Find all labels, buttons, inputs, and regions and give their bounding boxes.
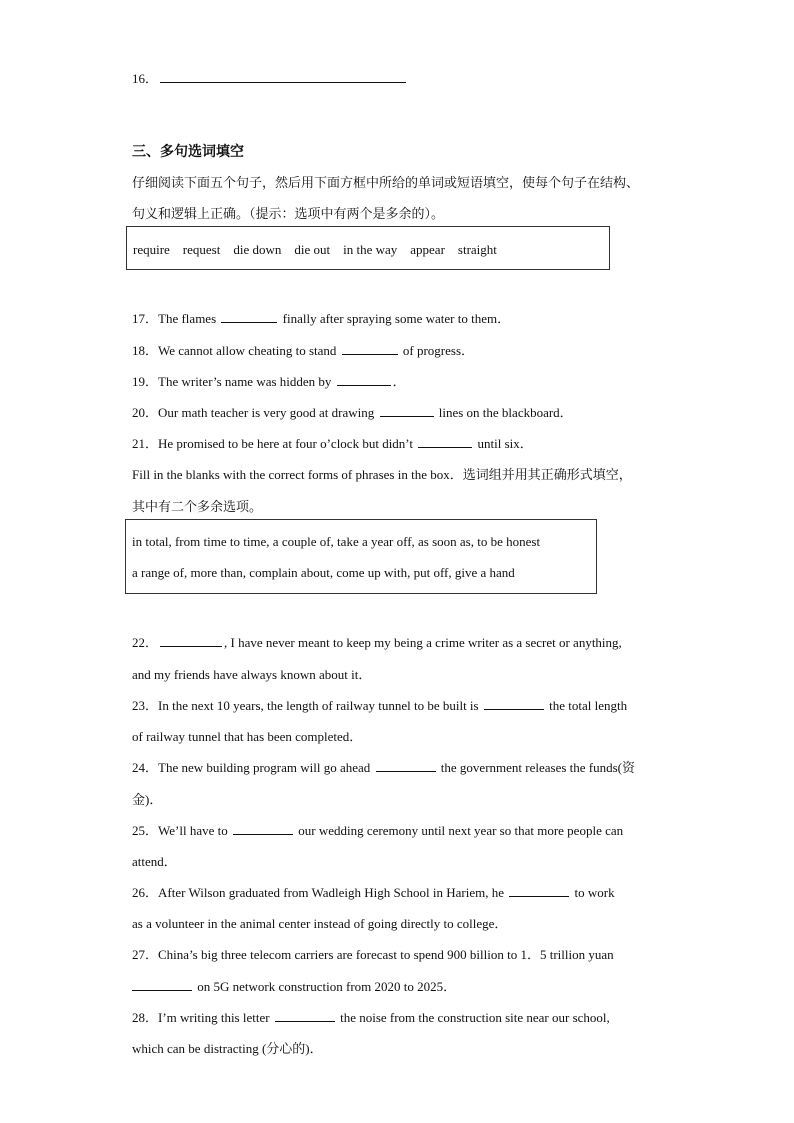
sentence-21 (132, 433, 533, 452)
sentence-text: finally after spraying some water to them． (282, 311, 511, 326)
question-16-number: 16． (132, 71, 159, 86)
sentence-text: until six． (477, 436, 533, 451)
sentence-text: Our math teacher is very good at drawing (158, 405, 375, 420)
sentence-number: 19． (132, 374, 159, 389)
sentence-text: the noise from the construction site near our school, (340, 1010, 610, 1025)
sentence-28-line-2: which can be distracting (分心的)． (132, 1041, 323, 1056)
sentence-number: 21． (132, 436, 159, 451)
sentence-23-line-2: of railway tunnel that has been completed． (132, 729, 363, 744)
sentence-28 (132, 1007, 610, 1026)
sentence-text: ． (392, 374, 406, 389)
sentence-25 (132, 820, 623, 839)
phrase-box (125, 519, 597, 594)
sentence-text: The new building program will go ahead (158, 760, 371, 775)
sentence-number: 26． (132, 885, 159, 900)
question-16-answer-line[interactable] (160, 82, 406, 83)
sentence-text: We cannot allow cheating to stand (158, 343, 337, 358)
sentence-text: He promised to be here at four o’clock but didn’t (158, 436, 414, 451)
word-box-options: require request die down die out in the way appear straight (133, 242, 497, 257)
sentence-text: lines on the blackboard． (438, 405, 573, 420)
sentence-22 (132, 632, 622, 651)
sentence-text: , I have never meant to keep my being a crime writer as a secret or anything, (224, 635, 622, 650)
answer-blank[interactable] (275, 1009, 335, 1022)
sentence-text: The flames (158, 311, 217, 326)
sentence-text: on 5G network construction from 2020 to 2025． (197, 979, 457, 994)
sentence-26 (132, 882, 615, 901)
section-3-instruction-line-2: 句义和逻辑上正确。（提示：选项中有两个是多余的）。 (132, 207, 445, 222)
sentence-text: China’s big three telecom carriers are forecast to spend 900 billion to 1．5 trillion yuan (158, 947, 614, 962)
section-3-instruction-line-1: 仔细阅读下面五个句子，然后用下面方框中所给的单词或短语填空，使每个句子在结构、 (132, 176, 640, 191)
sentence-25-line-2: attend． (132, 854, 177, 869)
sentence-text: We’ll have to (158, 823, 228, 838)
sentence-number: 18． (132, 343, 159, 358)
sentence-text: our wedding ceremony until next year so that more people can (298, 823, 624, 838)
answer-blank[interactable] (221, 310, 277, 323)
answer-blank[interactable] (484, 697, 544, 710)
sentence-number: 22． (132, 635, 159, 650)
answer-blank[interactable] (342, 342, 398, 355)
sentence-text: to work (574, 885, 615, 900)
answer-blank[interactable] (380, 404, 434, 417)
sentence-26-line-2: as a volunteer in the animal center instead of going directly to college． (132, 916, 508, 931)
answer-blank[interactable] (509, 884, 569, 897)
sentence-number: 17． (132, 311, 159, 326)
sentence-18 (132, 340, 474, 359)
sentence-27-line-2 (132, 976, 456, 995)
sentence-27 (132, 944, 614, 963)
answer-blank[interactable] (418, 435, 472, 448)
sentence-text: the total length (549, 698, 628, 713)
word-box (126, 226, 610, 270)
sentence-number: 28． (132, 1010, 159, 1025)
section-3-title: 三、多句选词填空 (132, 144, 244, 160)
sentence-20 (132, 402, 573, 421)
sentence-text: After Wilson graduated from Wadleigh High School in Hariem, he (158, 885, 504, 900)
sentence-19 (132, 371, 406, 390)
answer-blank[interactable] (132, 978, 192, 991)
sentence-text: of progress． (402, 343, 475, 358)
section-4-instruction-line-1: Fill in the blanks with the correct forms of phrases in the box．选词组并用其正确形式填空， (132, 467, 632, 482)
sentence-number: 20． (132, 405, 159, 420)
phrase-box-line-2: a range of, more than, complain about, come up with, put off, give a hand (132, 565, 515, 580)
sentence-17 (132, 308, 510, 327)
sentence-number: 24． (132, 760, 159, 775)
sentence-number: 23． (132, 698, 159, 713)
answer-blank[interactable] (337, 373, 391, 386)
sentence-number: 27． (132, 947, 159, 962)
sentence-number: 25． (132, 823, 159, 838)
sentence-text: I’m writing this letter (158, 1010, 270, 1025)
sentence-text: The writer’s name was hidden by (158, 374, 332, 389)
sentence-22-line-2: and my friends have always known about it． (132, 667, 372, 682)
section-4-instruction-line-2: 其中有二个多余选项。 (132, 500, 263, 515)
sentence-text: In the next 10 years, the length of railway tunnel to be built is (158, 698, 479, 713)
sentence-24-line-2: 金)． (132, 792, 163, 807)
answer-blank[interactable] (376, 759, 436, 772)
sentence-text: the government releases the funds(资 (440, 760, 636, 775)
answer-blank[interactable] (160, 634, 222, 647)
sentence-23 (132, 695, 627, 714)
sentence-24 (132, 757, 635, 776)
phrase-box-line-1: in total, from time to time, a couple of, take a year off, as soon as, to be honest (132, 534, 541, 549)
answer-blank[interactable] (233, 822, 293, 835)
